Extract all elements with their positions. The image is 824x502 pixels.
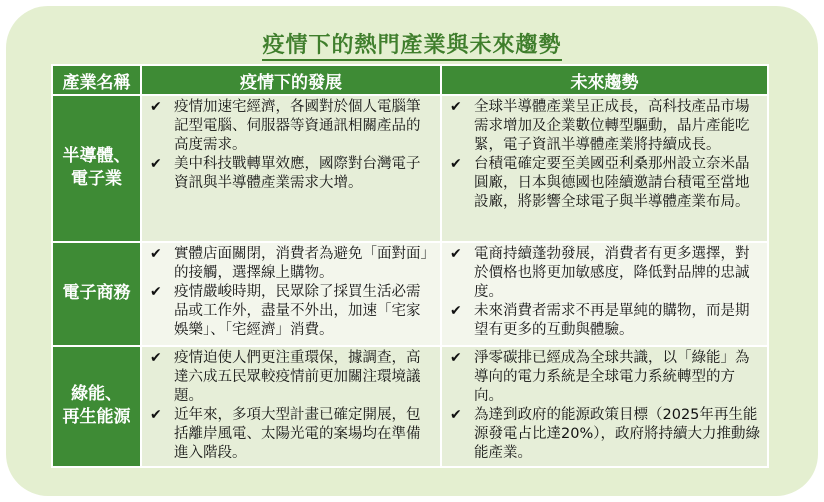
check-icon: ✔ (450, 246, 462, 262)
table-row (52, 242, 768, 346)
list-item: ✔ 全球半導體產業呈正成長，高科技產品市場需求增加及企業數位轉型驅動，晶片產能吃緊，電子資訊半導體產業將持續成長。 (450, 99, 750, 153)
list-item: ✔ 疫情迫使人們更注重環保，據調查，高達六成五民眾較疫情前更加關注環境議題。 (150, 350, 421, 404)
header-covid-development: 疫情下的發展 (141, 65, 441, 95)
check-icon: ✔ (150, 284, 162, 300)
list-item: ✔ 為達到政府的能源政策目標（2025年再生能源發電占比達20%），政府將持續大力推動綠能產業。 (450, 407, 760, 461)
header-future-trend: 未來趨勢 (441, 65, 768, 95)
list-item: ✔ 疫情嚴峻時期，民眾除了採買生活必需品或工作外，盡量不外出，加速「宅家娛樂」、「宅經濟」消費。 (150, 284, 421, 338)
covid-cell (141, 346, 441, 467)
check-icon: ✔ (450, 407, 462, 423)
future-cell (441, 95, 768, 242)
category-ecommerce: 電子商務 (52, 242, 141, 346)
check-icon: ✔ (450, 303, 462, 319)
list-item: ✔ 淨零碳排已經成為全球共識，以「綠能」為導向的電力系統是全球電力系統轉型的方向。 (450, 350, 750, 404)
check-icon: ✔ (150, 99, 162, 115)
header-industry: 產業名稱 (52, 65, 141, 95)
list-item: ✔ 電商持續蓬勃發展，消費者有更多選擇，對於價格也將更加敏感度，降低對品牌的忠誠度。 (450, 246, 750, 300)
industry-trends-table (51, 64, 769, 468)
list-item: ✔ 美中科技戰轉單效應，國際對台灣電子資訊與半導體產業需求大增。 (150, 156, 421, 191)
table-row (52, 95, 768, 242)
header-row (52, 65, 768, 95)
check-icon: ✔ (150, 156, 162, 172)
list-item: ✔ 疫情加速宅經濟，各國對於個人電腦筆記型電腦、伺服器等資通訊相關產品的高度需求。 (150, 99, 421, 153)
list-item: ✔ 台積電確定要至美國亞利桑那州設立奈米晶圓廠，日本與德國也陸續邀請台積電至當地設廠，將影響全球電子與半導體產業布局。 (450, 156, 750, 210)
page-title: 疫情下的熱門產業與未來趨勢 (0, 28, 824, 59)
list-item: ✔ 實體店面關閉，消費者為避免「面對面」的接觸，選擇線上購物。 (150, 246, 428, 281)
list-item: ✔ 近年來，多項大型計畫已確定開展，包括離岸風電、太陽光電的案場均在準備進入階段。 (150, 407, 421, 461)
check-icon: ✔ (450, 99, 462, 115)
future-cell (441, 346, 768, 467)
table-row (52, 346, 768, 467)
covid-cell (141, 95, 441, 242)
category-semiconductor: 半導體、 電子業 (52, 95, 141, 242)
future-cell (441, 242, 768, 346)
check-icon: ✔ (450, 156, 462, 172)
check-icon: ✔ (150, 350, 162, 366)
check-icon: ✔ (150, 246, 162, 262)
check-icon: ✔ (450, 350, 462, 366)
check-icon: ✔ (150, 407, 162, 423)
covid-cell (141, 242, 441, 346)
list-item: ✔ 未來消費者需求不再是單純的購物，而是期望有更多的互動與體驗。 (450, 303, 750, 338)
category-green-energy: 綠能、 再生能源 (52, 346, 141, 467)
